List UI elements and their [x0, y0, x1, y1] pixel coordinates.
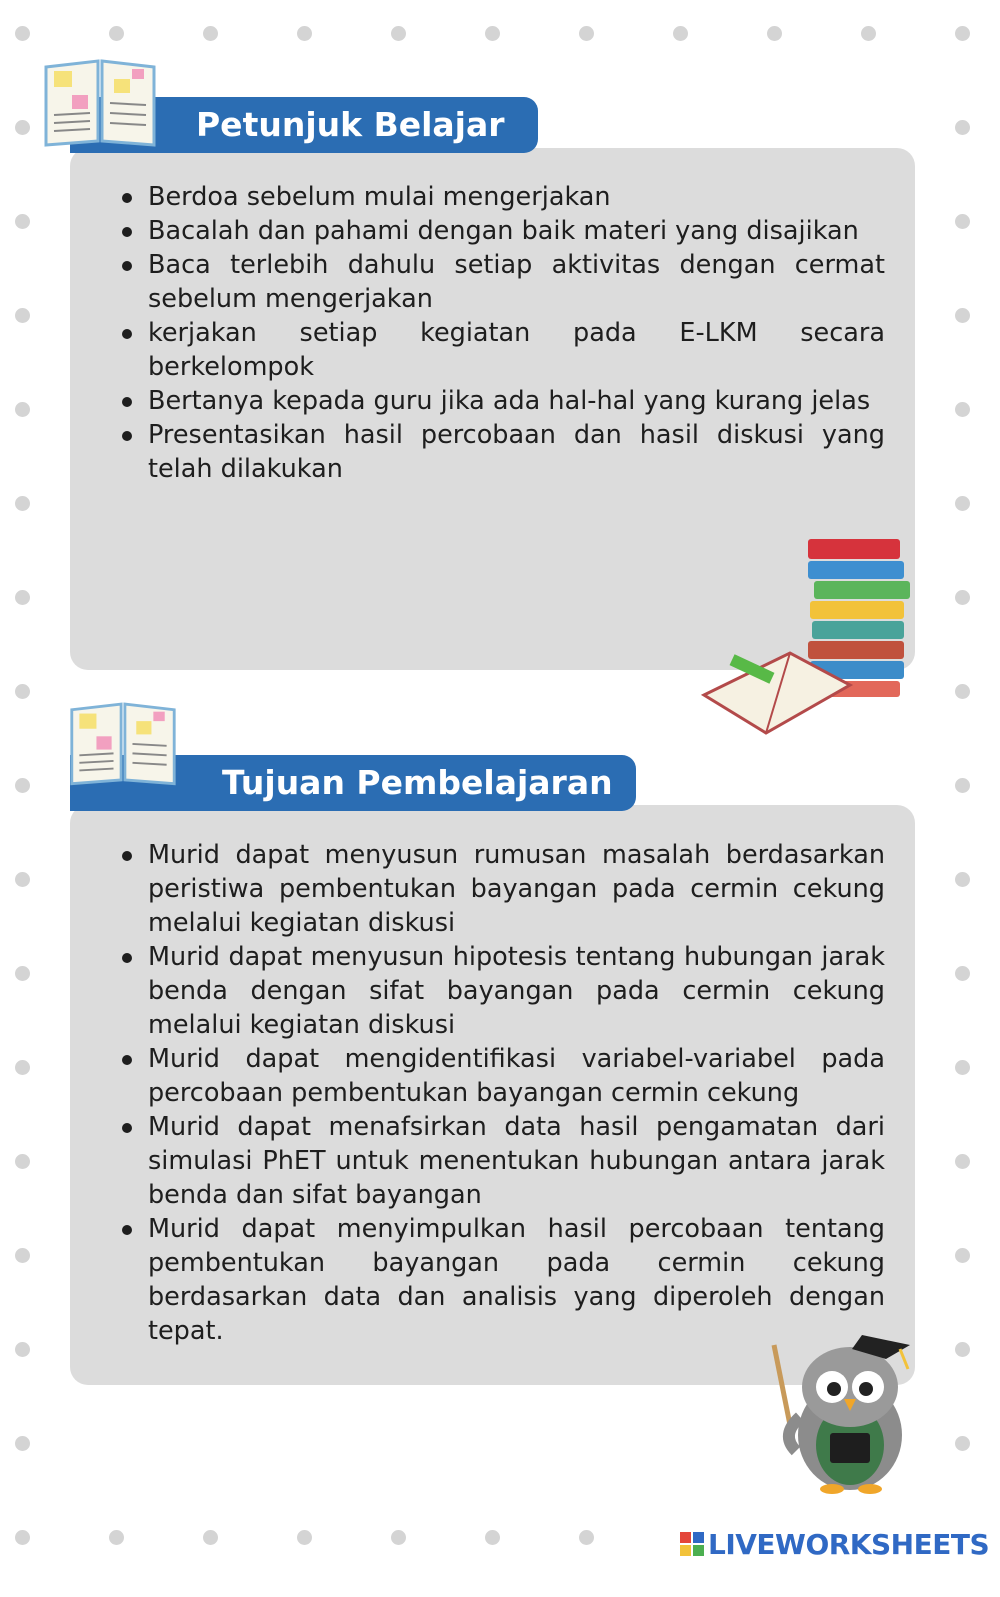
dot [203, 1530, 218, 1545]
dot [955, 872, 970, 887]
dot [955, 1436, 970, 1451]
dot [391, 26, 406, 41]
dot [955, 402, 970, 417]
dot [955, 966, 970, 981]
list-item: Murid dapat menafsirkan data hasil pengamatan dari simulasi PhET untuk menentukan hubungan antara jarak benda dan sifat bayangan [120, 1110, 885, 1212]
open-book-icon [68, 698, 178, 786]
list-item: Murid dapat mengidentifikasi variabel-variabel pada percobaan pembentukan bayangan cermin cekung [120, 1042, 885, 1110]
dot [15, 308, 30, 323]
dot [15, 1530, 30, 1545]
study-guide-title: Petunjuk Belajar [70, 97, 538, 153]
study-guide-list [120, 180, 885, 486]
book-stack-icon [700, 535, 915, 740]
learning-objectives-list [120, 838, 885, 1348]
list-item: Bacalah dan pahami dengan baik materi yang disajikan [120, 214, 885, 248]
dot [15, 1060, 30, 1075]
dot [955, 778, 970, 793]
dot [15, 1436, 30, 1451]
list-item: Bertanya kepada guru jika ada hal-hal yang kurang jelas [120, 384, 885, 418]
liveworksheets-logo-icon [680, 1532, 704, 1556]
dot [955, 496, 970, 511]
dot [955, 1342, 970, 1357]
dot [15, 1154, 30, 1169]
dot [15, 684, 30, 699]
dot [109, 1530, 124, 1545]
open-book-icon [42, 55, 158, 147]
dot [955, 214, 970, 229]
dot [955, 26, 970, 41]
dot [955, 590, 970, 605]
learning-objectives-title: Tujuan Pembelajaran [70, 755, 636, 811]
dot [391, 1530, 406, 1545]
dot [767, 26, 782, 41]
dot [15, 26, 30, 41]
dot [15, 590, 30, 605]
dot [15, 778, 30, 793]
dot [955, 308, 970, 323]
dot [297, 26, 312, 41]
list-item: kerjakan setiap kegiatan pada E-LKM secara berkelompok [120, 316, 885, 384]
list-item: Murid dapat menyusun rumusan masalah berdasarkan peristiwa pembentukan bayangan pada cermin cekung melalui kegiatan diskusi [120, 838, 885, 940]
dot [955, 1154, 970, 1169]
dot [15, 402, 30, 417]
dot [15, 1248, 30, 1263]
dot [15, 214, 30, 229]
dot [297, 1530, 312, 1545]
dot [955, 684, 970, 699]
dot [15, 496, 30, 511]
list-item: Berdoa sebelum mulai mengerjakan [120, 180, 885, 214]
dot [109, 26, 124, 41]
list-item: Baca terlebih dahulu setiap aktivitas dengan cermat sebelum mengerjakan [120, 248, 885, 316]
dot [15, 120, 30, 135]
dot [673, 26, 688, 41]
list-item: Presentasikan hasil percobaan dan hasil diskusi yang telah dilakukan [120, 418, 885, 486]
dot [485, 1530, 500, 1545]
dot [15, 966, 30, 981]
watermark: LIVEWORKSHEETS [708, 1528, 990, 1561]
dot [579, 26, 594, 41]
dot [15, 872, 30, 887]
dot [15, 1342, 30, 1357]
owl-teacher-icon [770, 1325, 920, 1495]
dot [485, 26, 500, 41]
list-item: Murid dapat menyusun hipotesis tentang hubungan jarak benda dengan sifat bayangan pada cermin cekung melalui kegiatan diskusi [120, 940, 885, 1042]
dot [861, 26, 876, 41]
dot [203, 26, 218, 41]
dot [955, 1248, 970, 1263]
dot [955, 1060, 970, 1075]
dot [955, 120, 970, 135]
list-item: Murid dapat menyimpulkan hasil percobaan tentang pembentukan bayangan pada cermin cekung berdasarkan data dan analisis yang diperoleh dengan tepat. [120, 1212, 885, 1348]
dot [579, 1530, 594, 1545]
